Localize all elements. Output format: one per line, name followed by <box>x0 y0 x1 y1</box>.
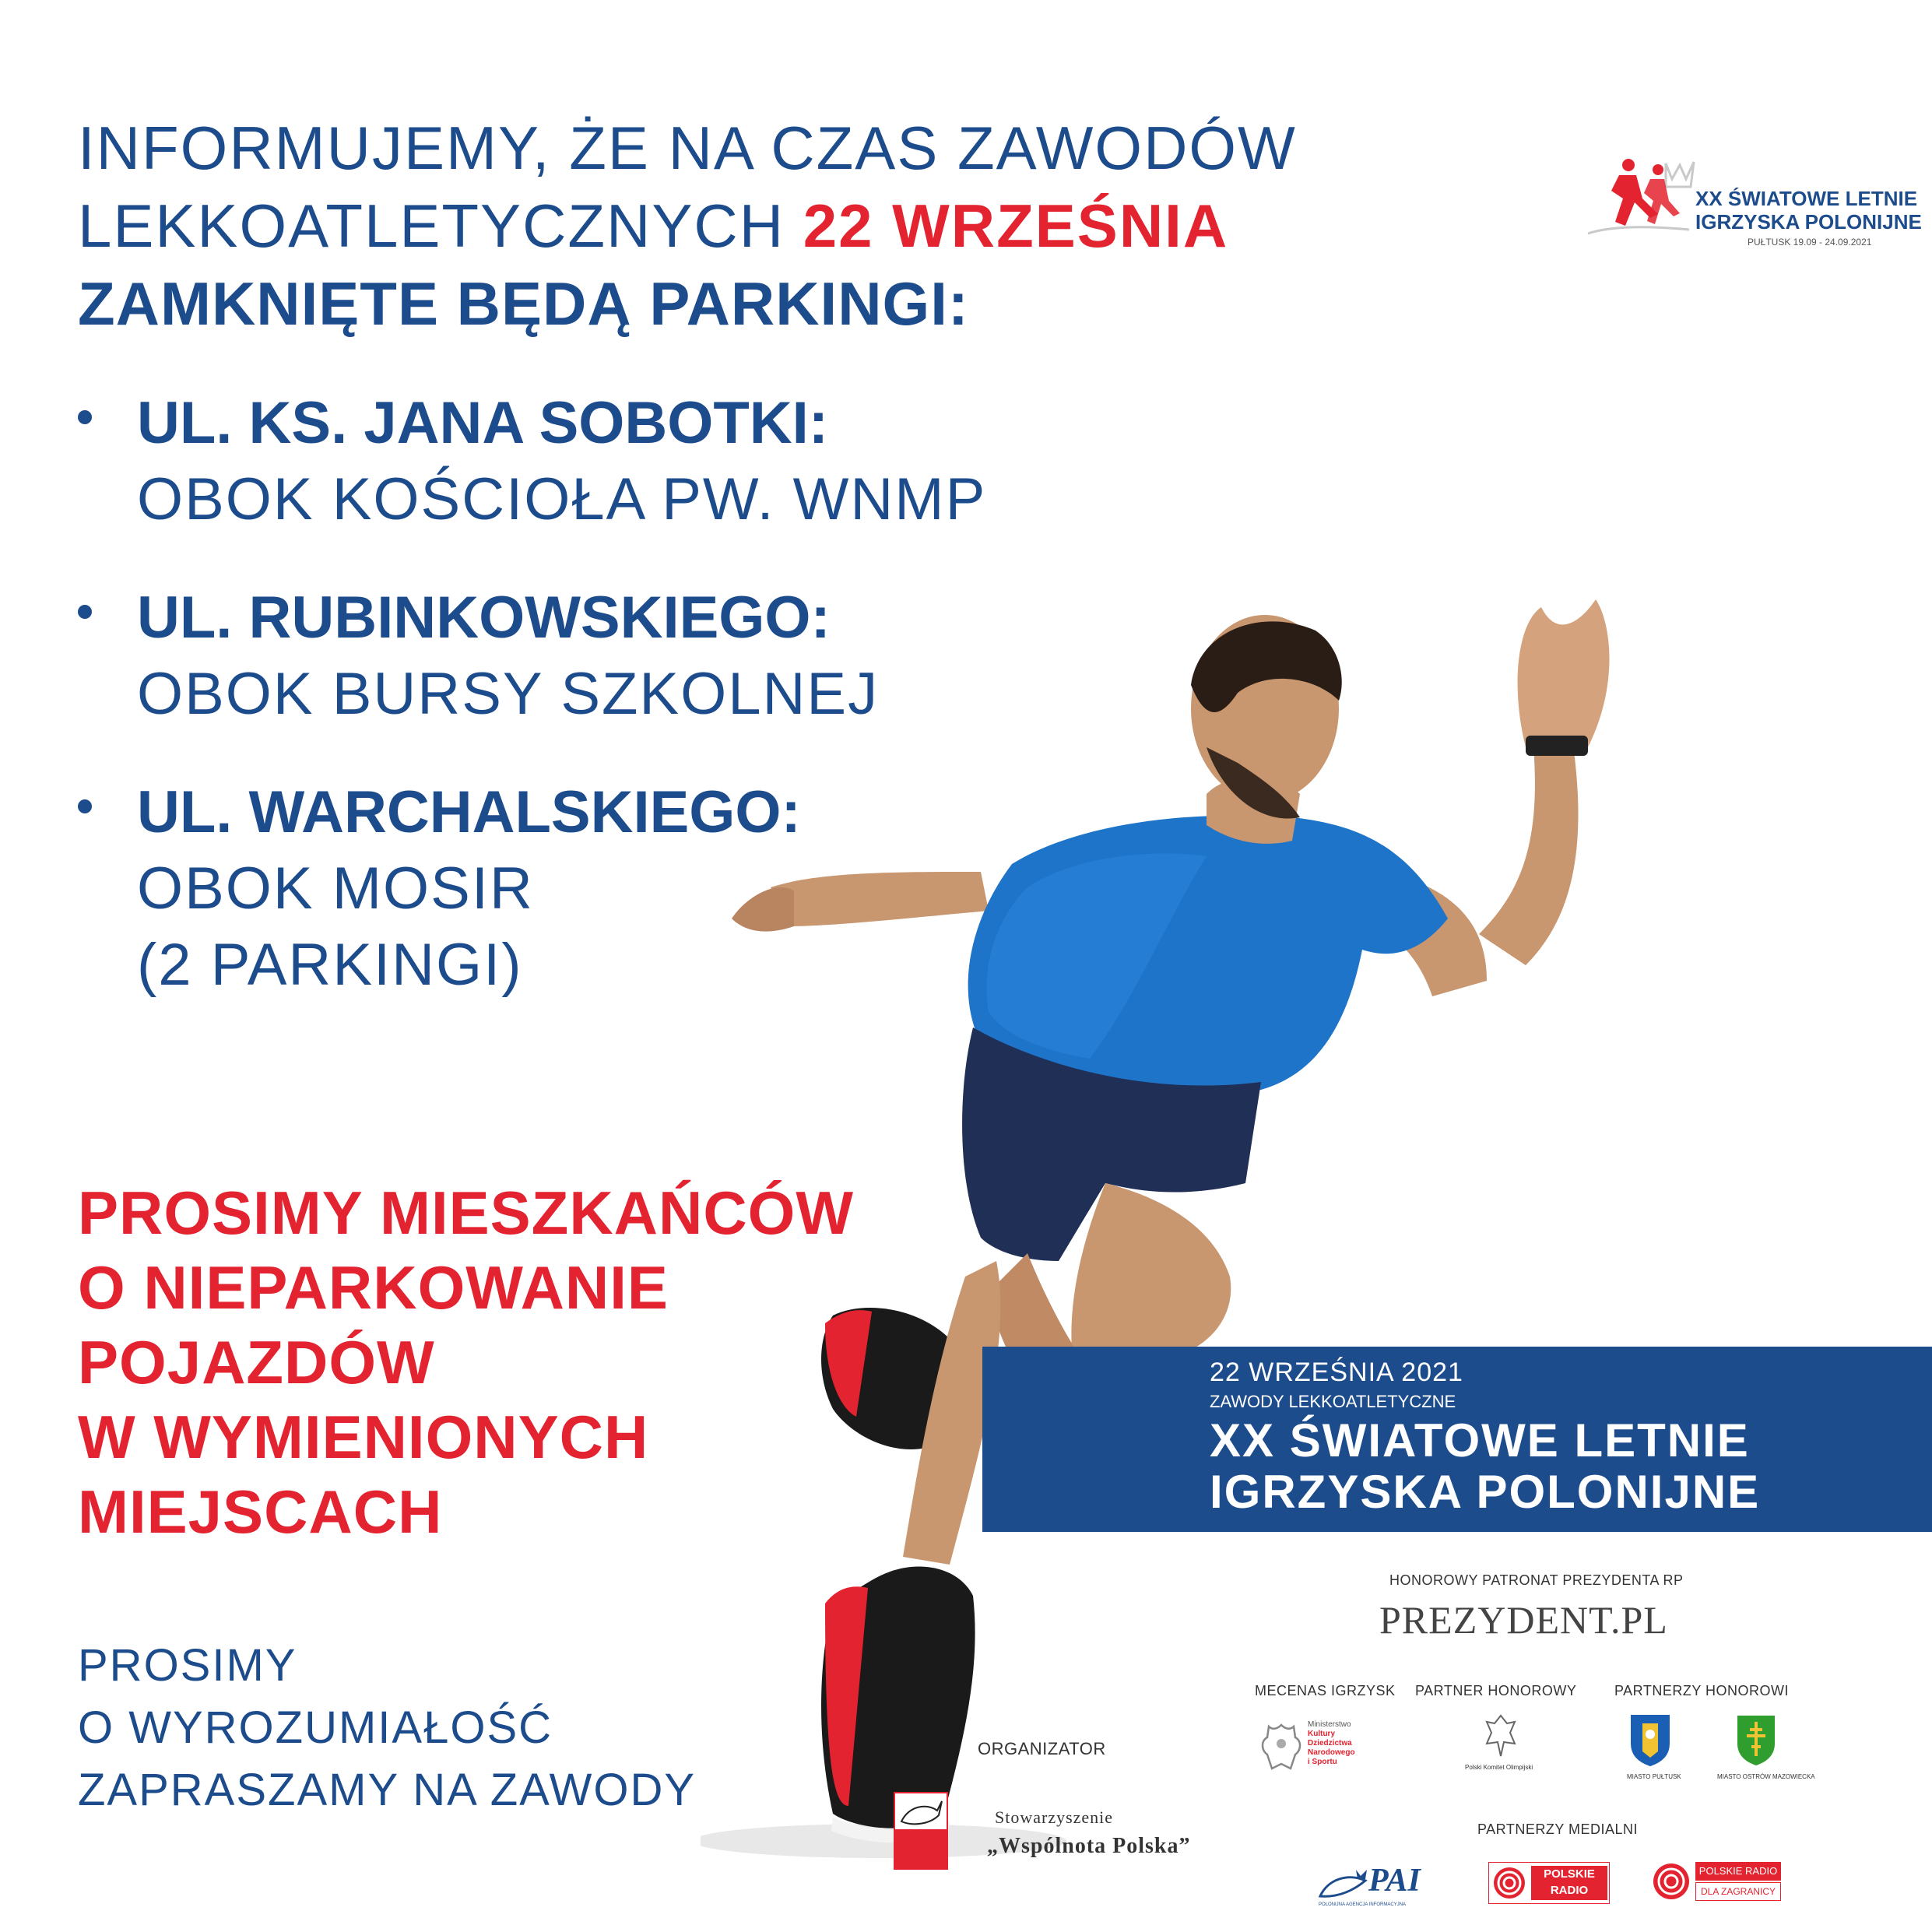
prz-line2: DLA ZAGRANICY <box>1695 1882 1781 1901</box>
pai-bird-icon <box>1317 1865 1372 1901</box>
pultusk-caption: MIASTO PUŁTUSK <box>1627 1773 1681 1780</box>
header-line-2-prefix: LEKKOATLETYCZNYCH <box>78 191 785 260</box>
polskie-radio-zagranica-logo <box>1650 1859 1784 1906</box>
radio-waves-icon <box>1492 1866 1526 1900</box>
parking-street: UL. RUBINKOWSKIEGO: <box>137 585 831 651</box>
bullet-icon <box>78 605 92 619</box>
parking-location: OBOK MOSIR <box>137 855 534 922</box>
prz-line1: POLSKIE RADIO <box>1695 1862 1781 1881</box>
banner-date: 22 WRZEŚNIA 2021 <box>1210 1358 1463 1387</box>
parking-street: UL. WARCHALSKIEGO: <box>137 779 801 845</box>
closing-block <box>78 1635 696 1821</box>
parking-location: OBOK BURSY SZKOLNEJ <box>137 661 880 727</box>
parking-item-sobotki <box>78 385 986 538</box>
banner-title <box>1210 1415 1760 1518</box>
ministry-name <box>1308 1720 1355 1767</box>
parking-street: UL. KS. JANA SOBOTKI: <box>137 390 829 456</box>
pr-text <box>1531 1866 1607 1900</box>
ministry-line: Ministerstwo <box>1308 1720 1351 1729</box>
banner-subtitle: ZAWODY LEKKOATLETYCZNE <box>1210 1392 1456 1411</box>
mecenas-label: MECENAS IGRZYSK <box>1255 1683 1396 1698</box>
event-logo-line2: IGRZYSKA POLONIJNE <box>1695 210 1922 234</box>
partnerzy-honorowi-label: PARTNERZY HONOROWI <box>1614 1683 1790 1698</box>
pultusk-crest <box>1621 1712 1691 1790</box>
runners-logo-icon <box>1580 156 1697 241</box>
ministry-line: i Sportu <box>1308 1758 1337 1766</box>
ostrow-crest <box>1712 1712 1829 1790</box>
appeal-line: PROSIMY MIESZKAŃCÓW <box>78 1179 854 1247</box>
pko-logo <box>1459 1712 1544 1783</box>
ostrow-caption: MIASTO OSTRÓW MAZOWIECKA <box>1717 1773 1815 1780</box>
header-line-2 <box>78 187 1228 265</box>
banner-title-line2: IGRZYSKA POLONIJNE <box>1210 1466 1761 1518</box>
ministry-line: Kultury <box>1308 1730 1335 1738</box>
org-line1: Stowarzyszenie <box>995 1807 1114 1827</box>
event-logo <box>1580 156 1922 257</box>
media-label: PARTNERZY MEDIALNI <box>1477 1821 1639 1837</box>
eagle-icon <box>1259 1722 1303 1773</box>
pko-caption: Polski Komitet Olimpijski <box>1465 1764 1533 1771</box>
ministry-line: Dziedzictwa <box>1308 1739 1352 1748</box>
event-logo-dates: PUŁTUSK 19.09 - 24.09.2021 <box>1748 237 1872 248</box>
parking-location: OBOK KOŚCIOŁA PW. WNMP <box>137 466 987 532</box>
closing-line: ZAPRASZAMY NA ZAWODY <box>78 1765 697 1815</box>
pr-line: POLSKIE <box>1544 1867 1595 1881</box>
closing-line: O WYROZUMIAŁOŚĆ <box>78 1702 553 1753</box>
ministry-line: Narodowego <box>1308 1748 1355 1757</box>
pai-caption: POLONIJNA AGENCJA INFORMACYJNA <box>1319 1902 1407 1907</box>
olympic-eagle-icon <box>1484 1712 1518 1761</box>
pr-line: RADIO <box>1550 1884 1589 1897</box>
pai-logo <box>1317 1857 1442 1912</box>
bullet-icon <box>78 410 92 424</box>
banner-title-line1: XX ŚWIATOWE LETNIE <box>1210 1414 1750 1467</box>
appeal-line: O NIEPARKOWANIE <box>78 1253 669 1322</box>
radio-waves-icon <box>1652 1862 1691 1901</box>
closing-line: PROSIMY <box>78 1640 297 1691</box>
header-line-1: INFORMUJEMY, ŻE NA CZAS ZAWODÓW <box>78 114 1297 182</box>
partner-honorowy-label: PARTNER HONOROWY <box>1415 1683 1577 1698</box>
appeal-line: POJAZDÓW <box>78 1328 435 1396</box>
event-logo-line1: XX ŚWIATOWE LETNIE <box>1695 187 1918 210</box>
parking-item-warchalskiego <box>78 775 801 1003</box>
polskie-radio-logo <box>1488 1862 1610 1904</box>
header-line-3: ZAMKNIĘTE BĘDĄ PARKINGI: <box>78 269 969 338</box>
pultusk-shield-icon <box>1628 1712 1672 1767</box>
pai-name: PAI <box>1368 1863 1421 1899</box>
wspolnota-bird-icon <box>898 1798 943 1828</box>
appeal-block <box>78 1175 854 1549</box>
event-banner <box>982 1347 1932 1532</box>
patronage-label: HONOROWY PATRONAT PREZYDENTA RP <box>1389 1572 1684 1588</box>
flag-red <box>894 1831 948 1870</box>
parking-location-note: (2 PARKINGI) <box>137 932 523 998</box>
header-date-highlight: 22 WRZEŚNIA <box>803 191 1229 260</box>
prezydent-logo: PREZYDENT.PL <box>1379 1598 1668 1642</box>
wspolnota-logo <box>894 1792 948 1870</box>
ostrow-shield-icon <box>1734 1712 1778 1767</box>
organizer-label: ORGANIZATOR <box>978 1739 1106 1758</box>
appeal-line: MIEJSCACH <box>78 1477 443 1546</box>
appeal-line: W WYMIENIONYCH <box>78 1403 649 1471</box>
bullet-icon <box>78 799 92 813</box>
ministry-logo <box>1259 1719 1384 1781</box>
org-line2: „Wspólnota Polska” <box>987 1834 1191 1858</box>
